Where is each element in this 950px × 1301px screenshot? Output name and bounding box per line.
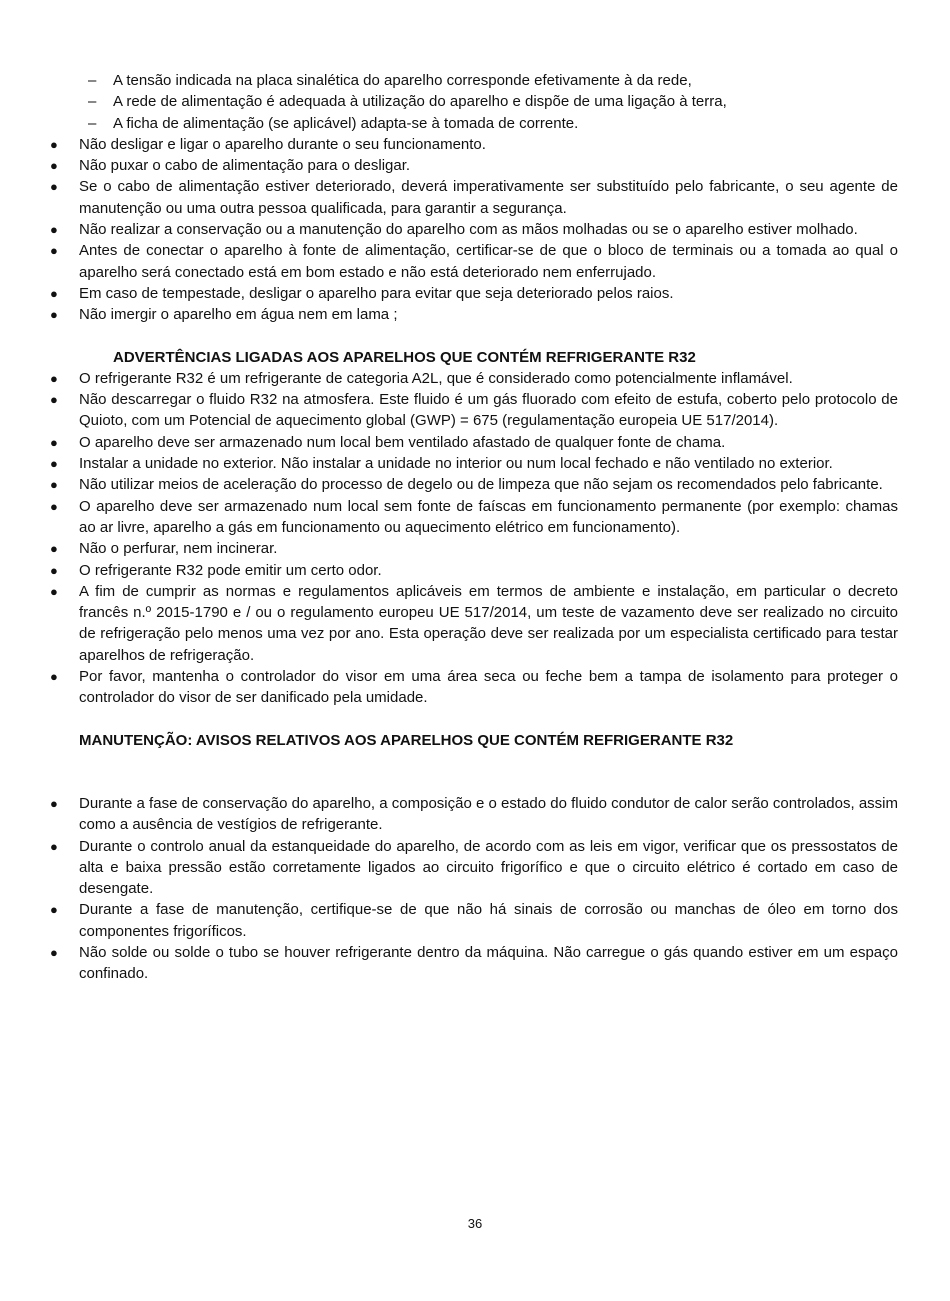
- dash-icon: –: [88, 93, 97, 111]
- r32-warnings-list: [0, 368, 950, 709]
- general-warnings-list: [0, 134, 950, 326]
- list-item: – A ficha de alimentação (se aplicável) adapta-se à tomada de corrente.: [0, 113, 950, 134]
- bullet-icon: ●: [50, 902, 58, 918]
- list-item: ● Não realizar a conservação ou a manutenção do aparelho com as mãos molhadas ou se o aparelho estiver molhado.: [0, 219, 950, 240]
- list-item: ● O refrigerante R32 é um refrigerante de categoria A2L, que é considerado como potencialmente inflamável.: [0, 368, 950, 389]
- bullet-icon: ●: [50, 392, 58, 408]
- list-item: ● O refrigerante R32 pode emitir um certo odor.: [0, 560, 950, 581]
- list-item: ● O aparelho deve ser armazenado num local bem ventilado afastado de qualquer fonte de chama.: [0, 432, 950, 453]
- list-item: ● Antes de conectar o aparelho à fonte de alimentação, certificar-se de que o bloco de terminais ou a tomada ao qual o aparelho será conectado está em bom estado e não está deteriorado nem enferrujado.: [50, 242, 898, 281]
- bullet-icon: ●: [50, 477, 58, 493]
- bullet-icon: ●: [50, 795, 58, 811]
- bullet-icon: ●: [50, 838, 58, 854]
- bullet-icon: ●: [50, 669, 58, 685]
- list-item: ● O aparelho deve ser armazenado num local sem fonte de faíscas em funcionamento permanente (por exemplo: chamas ao ar livre, aparelho a gás em funcionamento ou aquecimento elétrico em funcionamento).: [50, 497, 898, 536]
- page-number: 36: [467, 1216, 483, 1231]
- bullet-icon: ●: [50, 583, 58, 599]
- list-item: ● Durante a fase de conservação do aparelho, a composição e o estado do fluido condutor de calor serão controlados, assim como a ausência de vestígios de refrigerante.: [50, 794, 898, 834]
- list-item: ● Instalar a unidade no exterior. Não instalar a unidade no interior ou num local fechado e não ventilado no exterior.: [0, 453, 950, 474]
- list-item: ● A fim de cumprir as normas e regulamentos aplicáveis em termos de ambiente e instalação, em particular o decreto francês n.º 2015-1790 e / ou o regulamento europeu UE 517/2014, um teste de vazamento deve ser realizado no circuito de refrigeração pelo menos uma vez por ano. Esta operação deve ser realizada por um especialista certificado para testar aparelhos de refrigeração.: [50, 582, 898, 664]
- power-check-list: [0, 70, 950, 134]
- list-item: ● Não solde ou solde o tubo se houver refrigerante dentro da máquina. Não carregue o gás quando estiver em um espaço confinado.: [50, 943, 898, 983]
- list-item: ● Não utilizar meios de aceleração do processo de degelo ou de limpeza que não sejam os recomendados pelo fabricante.: [0, 474, 950, 495]
- maintenance-list: [0, 793, 950, 985]
- list-item: ● Durante a fase de manutenção, certifique-se de que não há sinais de corrosão ou manchas de óleo em torno dos componentes frigoríficos.: [50, 901, 898, 940]
- list-item: ● Se o cabo de alimentação estiver deteriorado, deverá imperativamente ser substituído pelo fabricante, o seu agente de manutenção ou uma outra pessoa qualificada, para garantir a segurança.: [50, 178, 898, 217]
- bullet-icon: ●: [50, 136, 58, 152]
- bullet-icon: ●: [50, 541, 58, 557]
- bullet-icon: ●: [50, 944, 58, 960]
- bullet-icon: ●: [50, 222, 58, 238]
- dash-icon: –: [88, 72, 97, 89]
- dash-icon: –: [88, 114, 97, 132]
- list-item: ● Durante o controlo anual da estanqueidade do aparelho, de acordo com as leis em vigor, verificar que os pressostatos de alta e baixa pressão estão corretamente ligados ao circuito frigorífico e que o circuito elétrico é cortado em caso de desengate.: [50, 837, 898, 898]
- list-item: ● Não imergir o aparelho em água nem em lama ;: [0, 304, 950, 325]
- bullet-icon: ●: [50, 307, 58, 323]
- list-item: ● Não o perfurar, nem incinerar.: [0, 538, 950, 559]
- bullet-icon: ●: [50, 158, 58, 174]
- maintenance-heading: MANUTENÇÃO: AVISOS RELATIVOS AOS APARELHOS QUE CONTÉM REFRIGERANTE R32: [79, 731, 734, 749]
- list-item: – A rede de alimentação é adequada à utilização do aparelho e dispõe de uma ligação à terra,: [0, 91, 950, 112]
- r32-warnings-heading: ADVERTÊNCIAS LIGADAS AOS APARELHOS QUE CONTÉM REFRIGERANTE R32: [113, 348, 696, 366]
- list-item: ● Não desligar e ligar o aparelho durante o seu funcionamento.: [0, 134, 950, 155]
- bullet-icon: ●: [50, 498, 58, 514]
- document-page: [0, 70, 950, 985]
- list-item: ● Não puxar o cabo de alimentação para o desligar.: [0, 155, 950, 176]
- bullet-icon: ●: [50, 434, 58, 450]
- list-item: – A tensão indicada na placa sinalética do aparelho corresponde efetivamente à da rede,: [0, 70, 950, 91]
- list-item: ● Por favor, mantenha o controlador do visor em uma área seca ou feche bem a tampa de isolamento para proteger o controlador do visor de ser danificado pela umidade.: [50, 668, 898, 707]
- bullet-icon: ●: [50, 179, 58, 195]
- bullet-icon: ●: [50, 456, 58, 472]
- bullet-icon: ●: [50, 370, 58, 386]
- bullet-icon: ●: [50, 285, 58, 301]
- spacer: [0, 751, 950, 793]
- bullet-icon: ●: [50, 243, 58, 259]
- list-item: ● Em caso de tempestade, desligar o aparelho para evitar que seja deteriorado pelos raios.: [0, 283, 950, 304]
- bullet-icon: ●: [50, 562, 58, 578]
- list-item: ● Não descarregar o fluido R32 na atmosfera. Este fluido é um gás fluorado com efeito de estufa, coberto pelo protocolo de Quioto, com um Potencial de aquecimento global (GWP) = 675 (regulamentação europeia UE 517/2014).: [50, 391, 898, 430]
